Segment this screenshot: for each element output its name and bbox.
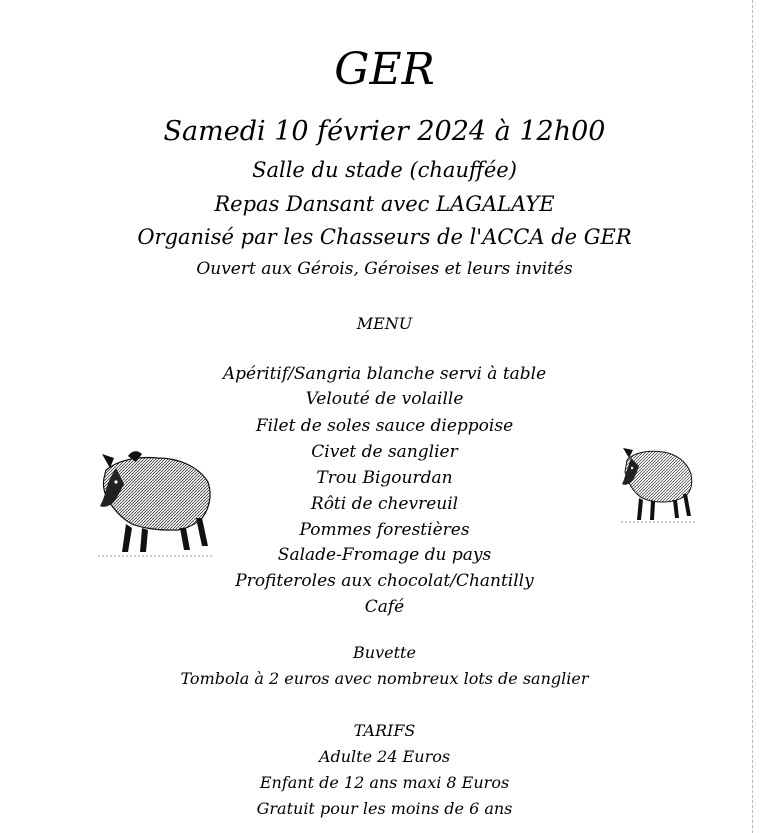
event-venue: Salle du stade (chauffée) — [252, 158, 517, 182]
wild-boar-left-icon — [98, 448, 214, 562]
buvette-label: Buvette — [353, 643, 416, 662]
menu-item: Rôti de chevreuil — [310, 494, 459, 514]
event-description: Repas Dansant avec LAGALAYE — [214, 192, 555, 216]
menu-item: Pommes forestières — [299, 520, 470, 540]
event-audience: Ouvert aux Gérois, Géroises et leurs invités — [196, 259, 573, 279]
menu-item: Apéritif/Sangria blanche servi à table — [222, 364, 547, 384]
tarifs-heading: TARIFS — [353, 721, 416, 740]
tombola-info: Tombola à 2 euros avec nombreux lots de sanglier — [180, 669, 589, 688]
menu-item: Filet de soles sauce dieppoise — [255, 416, 514, 436]
menu-heading: MENU — [356, 314, 413, 333]
menu-item: Profiteroles aux chocolat/Chantilly — [235, 571, 534, 591]
event-organizer: Organisé par les Chasseurs de l'ACCA de GER — [137, 225, 632, 249]
tarif-line: Enfant de 12 ans maxi 8 Euros — [259, 773, 510, 792]
tarif-line: Adulte 24 Euros — [318, 747, 451, 766]
wild-boar-right-icon — [621, 444, 695, 526]
event-town-title: GER — [334, 44, 435, 95]
tarif-line: Gratuit pour les moins de 6 ans — [256, 799, 513, 818]
menu-item: Velouté de volaille — [305, 389, 464, 409]
menu-item: Café — [364, 597, 405, 617]
event-date: Samedi 10 février 2024 à 12h00 — [163, 116, 606, 147]
menu-item: Civet de sanglier — [311, 442, 458, 462]
menu-item: Trou Bigourdan — [316, 468, 453, 488]
menu-item: Salade-Fromage du pays — [277, 545, 492, 565]
